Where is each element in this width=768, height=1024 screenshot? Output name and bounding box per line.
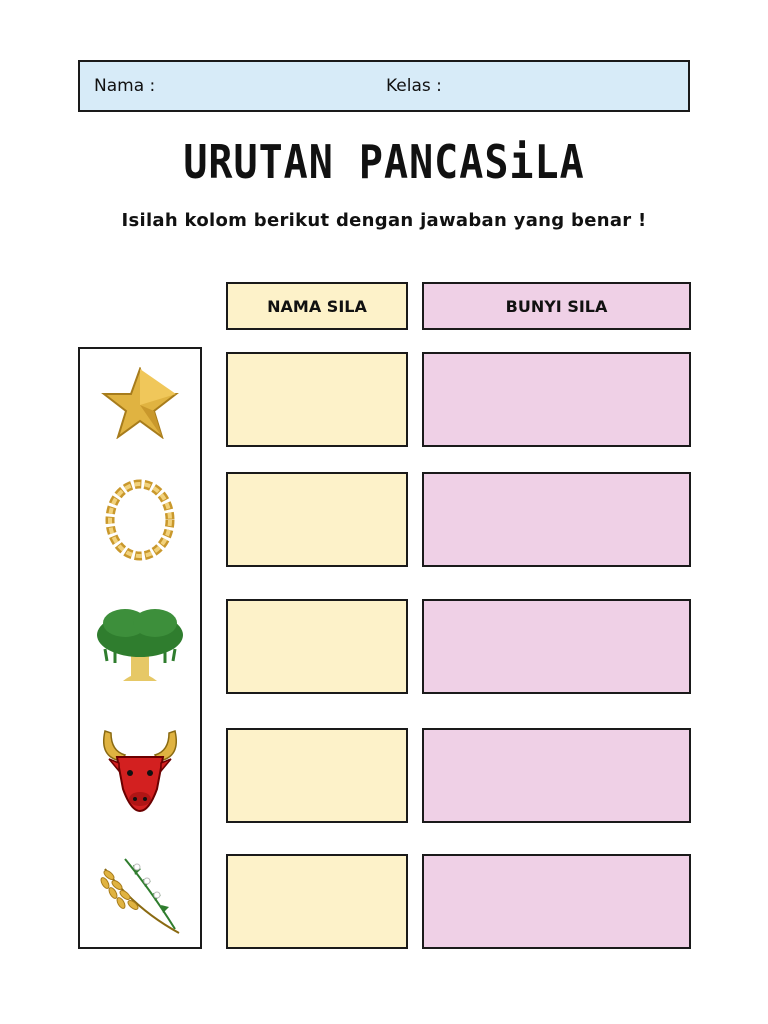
name-label: Nama : bbox=[94, 76, 156, 96]
page-title: URUTAN PANCASiLA bbox=[183, 136, 585, 190]
nama-sila-cell-4[interactable] bbox=[226, 728, 408, 823]
student-info-box bbox=[78, 60, 690, 112]
bunyi-sila-cell-2[interactable] bbox=[422, 472, 691, 567]
nama-sila-cell-1[interactable] bbox=[226, 352, 408, 447]
banyan-tree-icon bbox=[80, 601, 200, 685]
instruction-text: Isilah kolom berikut dengan jawaban yang benar ! bbox=[121, 210, 647, 231]
chain-icon bbox=[80, 479, 200, 561]
star-icon bbox=[80, 367, 200, 439]
nama-sila-cell-5[interactable] bbox=[226, 854, 408, 949]
nama-sila-cell-2[interactable] bbox=[226, 472, 408, 567]
bunyi-sila-cell-3[interactable] bbox=[422, 599, 691, 694]
bunyi-sila-cell-1[interactable] bbox=[422, 352, 691, 447]
bunyi-sila-cell-4[interactable] bbox=[422, 728, 691, 823]
symbol-column bbox=[78, 347, 202, 949]
bull-head-icon bbox=[80, 727, 200, 817]
nama-sila-cell-3[interactable] bbox=[226, 599, 408, 694]
column-header-bunyi-sila: BUNYI SILA bbox=[422, 282, 691, 330]
column-header-nama-sila: NAMA SILA bbox=[226, 282, 408, 330]
class-label: Kelas : bbox=[386, 76, 442, 96]
bunyi-sila-cell-5[interactable] bbox=[422, 854, 691, 949]
rice-cotton-icon bbox=[80, 849, 200, 939]
